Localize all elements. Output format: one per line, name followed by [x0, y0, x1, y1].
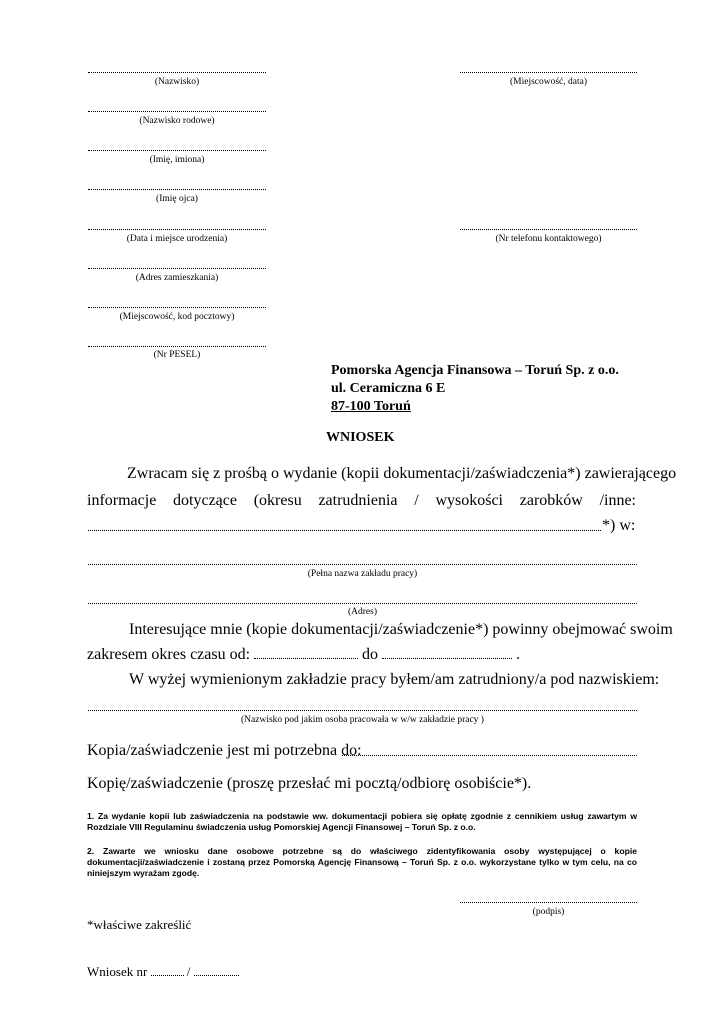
request-number-field[interactable] — [151, 965, 184, 976]
first-names-caption: (Imię, imiona) — [149, 155, 205, 165]
home-address-caption: (Adres zamieszkania) — [135, 273, 219, 283]
request-year-field[interactable] — [194, 965, 239, 976]
recipient-name: Pomorska Agencja Finansowa – Toruń Sp. z o.o. — [331, 363, 619, 378]
father-name-caption: (Imię ojca) — [156, 194, 198, 204]
purpose-label: Kopia/zaświadczenie jest mi potrzebna do: — [87, 742, 362, 759]
request-number-label: Wniosek nr — [87, 964, 148, 979]
employment-surname-field[interactable] — [88, 710, 637, 711]
surname-field[interactable] — [88, 72, 266, 73]
recipient-street: ul. Ceramiczna 6 E — [331, 381, 446, 396]
period-from-label: zakresem okres czasu od: — [87, 646, 251, 663]
period-end-mark: . — [516, 646, 521, 663]
document-title: WNIOSEK — [326, 430, 395, 445]
place-date-caption: (Miejscowość, data) — [509, 77, 588, 87]
city-postcode-field[interactable] — [88, 307, 266, 308]
request-number — [87, 964, 239, 980]
birth-date-place-field[interactable] — [88, 229, 266, 230]
note-2: 2. Zawarte we wniosku dane osobowe potrzebne są do właściwego zidentyfikowania osoby występującej o kopie dokumentacji/zaświadczenie i zostaną przez Pomorską Agencję Finansową – Toruń Sp. z o.o. wykorzystane tylko w tym celu, na co niniejszym wyrażam zgodę. — [87, 846, 637, 878]
footnote: *właściwe zakreślić — [87, 917, 192, 932]
request-number-separator: / — [186, 964, 191, 979]
pesel-caption: (Nr PESEL) — [153, 350, 201, 360]
purpose-field[interactable] — [342, 755, 637, 756]
other-info-field[interactable] — [88, 530, 601, 531]
place-date-field[interactable] — [460, 72, 637, 73]
signature-field[interactable] — [460, 902, 637, 903]
employment-surname-caption: (Nazwisko pod jakim osoba pracowała w w/w zakładzie pracy ) — [241, 715, 484, 725]
maiden-name-field[interactable] — [88, 111, 266, 112]
period-line-2 — [87, 645, 520, 665]
phone-field[interactable] — [460, 229, 637, 230]
workplace-name-caption: (Pełna nazwa zakładu pracy) — [307, 569, 418, 579]
birth-date-place-caption: (Data i miejsce urodzenia) — [126, 234, 228, 244]
signature-caption: (podpis) — [532, 907, 565, 917]
home-address-field[interactable] — [88, 268, 266, 269]
period-from-field[interactable] — [254, 646, 358, 659]
request-line-2 — [87, 492, 636, 510]
surname-caption: (Nazwisko) — [154, 77, 200, 87]
employment-line: W wyżej wymienionym zakładzie pracy byłem/am zatrudniony/a pod nazwiskiem: — [129, 671, 660, 688]
period-line-1: Interesujące mnie (kopie dokumentacji/zaświadczenie*) powinny obejmować swoim — [129, 621, 673, 638]
first-names-field[interactable] — [88, 150, 266, 151]
workplace-address-field[interactable] — [88, 603, 637, 604]
maiden-name-caption: (Nazwisko rodowe) — [139, 116, 215, 126]
recipient-city: 87-100 Toruń — [331, 399, 411, 414]
period-to-field[interactable] — [382, 646, 512, 659]
pesel-field[interactable] — [88, 346, 266, 347]
workplace-name-field[interactable] — [88, 564, 637, 565]
delivery-text: Kopię/zaświadczenie (proszę przesłać mi pocztą/odbiorę osobiście*). — [87, 775, 532, 792]
request-line-2-text: informacje dotyczące (okresu zatrudnienia / wysokości zarobków /inne: — [87, 492, 636, 509]
workplace-address-caption: (Adres) — [347, 607, 377, 617]
city-postcode-caption: (Miejscowość, kod pocztowy) — [119, 312, 235, 322]
father-name-field[interactable] — [88, 189, 266, 190]
request-line-3-end: *) w: — [602, 517, 636, 534]
phone-caption: (Nr telefonu kontaktowego) — [495, 234, 602, 244]
note-1: 1. Za wydanie kopii lub zaświadczenia na podstawie ww. dokumentacji pobiera się opłatę zgodnie z cennikiem usług zawartym w Rozdziale VIII Regulaminu świadczenia usług Pomorskiej Agencji Finansowej – Toruń Sp. z o.o. — [87, 811, 637, 832]
period-to-label: do — [362, 646, 379, 663]
request-line-1: Zwracam się z prośbą o wydanie (kopii dokumentacji/zaświadczenia*) zawierającego — [127, 465, 677, 482]
